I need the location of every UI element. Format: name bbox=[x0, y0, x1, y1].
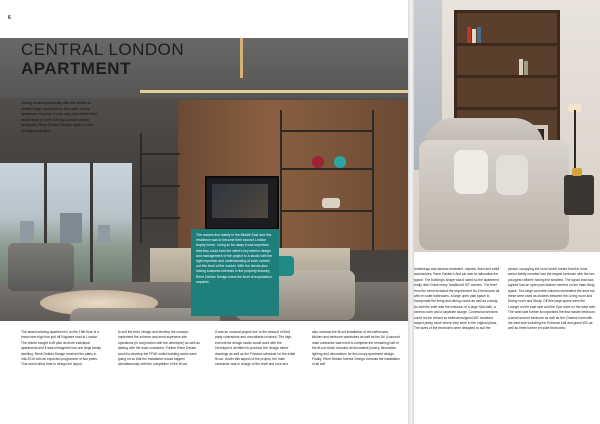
page-number: 6 bbox=[8, 15, 11, 21]
shelf bbox=[282, 210, 372, 212]
shelf bbox=[457, 107, 557, 110]
book bbox=[467, 27, 471, 43]
armchair bbox=[419, 140, 569, 250]
shelf bbox=[142, 217, 180, 219]
shelf bbox=[282, 130, 372, 132]
lounge-photo bbox=[414, 0, 600, 252]
television-screen bbox=[212, 184, 268, 218]
body-column-5: furnishings and window treatment, carpets, linen and artful accessories. René Dekker's first job was to rationalise the space. The building's shape was 6 sided so the apartment really didn't have many 'traditional' 90° corners. The brief from the client included the requirement for 5 bedrooms all with en suite bathrooms, a large open plan space to incorporate the living and dining rooms as well as a study. As well the brief was the inclusion of a large Spa bath, a cinema room and a separate lounge. Communal services could not be moved so bathrooms/guest WC locations stayed pretty much where they were in the original plans. The sizes of the bedrooms were designed to suit the bbox=[414, 267, 500, 331]
body-column-6: person occupying the room which meant that the most senior family member had the largest bedroom with the two youngest children having the smallest. The layout that was agreed had an open plan kitchen centred on the main living space. Two large concrete columns dominated the area but these were used as dividers between the Living room and Dining room and Study. Off this large space were the Lounge on the east side and the Spa room on the west side. The west side further incorporated the first master bedroom, a small second bedroom as well as the Cinema room with the east side including the Entrance hall and guest WC as well as three further en suite bedrooms. bbox=[508, 267, 596, 331]
shelf bbox=[142, 185, 180, 187]
grey-sofa bbox=[8, 243, 74, 291]
display-shelving bbox=[280, 110, 374, 250]
pendant-light bbox=[240, 38, 243, 78]
left-shelving bbox=[140, 133, 180, 243]
shelf bbox=[142, 153, 180, 155]
side-table bbox=[564, 175, 594, 215]
floor-lamp bbox=[574, 110, 576, 170]
gold-cup bbox=[572, 168, 582, 176]
body-column-1: The award-winning apartment is on the 15th floor of a brand new high rise just off Edgware road in London. The clients bought it off plan as three individual apartments and it was reimagined into one large family dwelling. René Dekker Design received the plans in mid-2015 with an expected programme of two years. This would allow time to design the layout bbox=[21, 330, 101, 367]
pillow bbox=[496, 155, 528, 195]
standfirst: Having worked previously with this family on another large apartment in the same luxury apartment complex, it was only natural that they would want to work with top London interior designers, René Dekker Design again on this prestigious project. bbox=[21, 101, 98, 133]
book bbox=[519, 59, 523, 75]
building bbox=[60, 213, 82, 243]
body-column-3: It was an unusual project due to the amount of third party contractors and consultants involved. The high-end interior design studio would work with the Developer's architect to produce the 'design intent' drawings as well as the Finishes schedule for the initial fit out. Under this aspect of the project, the main contractor was in charge of the shell and core and bbox=[215, 330, 296, 367]
shelf bbox=[457, 43, 557, 46]
shelf bbox=[457, 75, 557, 78]
pillow bbox=[454, 150, 488, 194]
red-vase bbox=[312, 156, 324, 168]
callout-box: The owners live mainly in the Middle East and this residence was to become their second London trophy home. Living so far away it was important that they could trust the client's key interior design and management of the project to a studio with the right expertise and understanding of work carried out this level of the market. With the clients also having business interests in the property industry, René Dekker Design knew the level of expectation required. bbox=[191, 229, 279, 316]
body-column-4: also oversaw the fit-out installation of the bathrooms, kitchen and bedroom wardrobes as well as the AV. A second main contractor was hired to complete the remaining half of the fit-out which included all decorative joinery, decorative lighting and decorations for this luxury apartment design. Finally, René Dekker Interior Design oversaw the installation of all soft bbox=[312, 330, 400, 367]
books bbox=[322, 198, 340, 208]
title-line-2: APARTMENT bbox=[21, 59, 131, 78]
book bbox=[524, 61, 528, 75]
building bbox=[20, 221, 34, 243]
right-page bbox=[414, 0, 600, 424]
book bbox=[472, 29, 476, 43]
ceiling-cove-light bbox=[140, 90, 408, 93]
window-mullion bbox=[90, 163, 93, 283]
building bbox=[98, 225, 110, 243]
book bbox=[477, 27, 481, 43]
teal-vase bbox=[334, 156, 346, 168]
body-column-2: to suit the brief, design and develop the concept, implement the scheme and send supervise site operations (in conjunction with the developer) as well as liaising with the main contractor. Further René Dekker would to develop the FF&E whilst building works were going on so that the installation would happen simultaneously with the completion of the fit out. bbox=[118, 330, 200, 367]
title-line-1: CENTRAL LONDON bbox=[21, 40, 185, 59]
shelf bbox=[282, 168, 372, 170]
article-title bbox=[21, 40, 184, 78]
